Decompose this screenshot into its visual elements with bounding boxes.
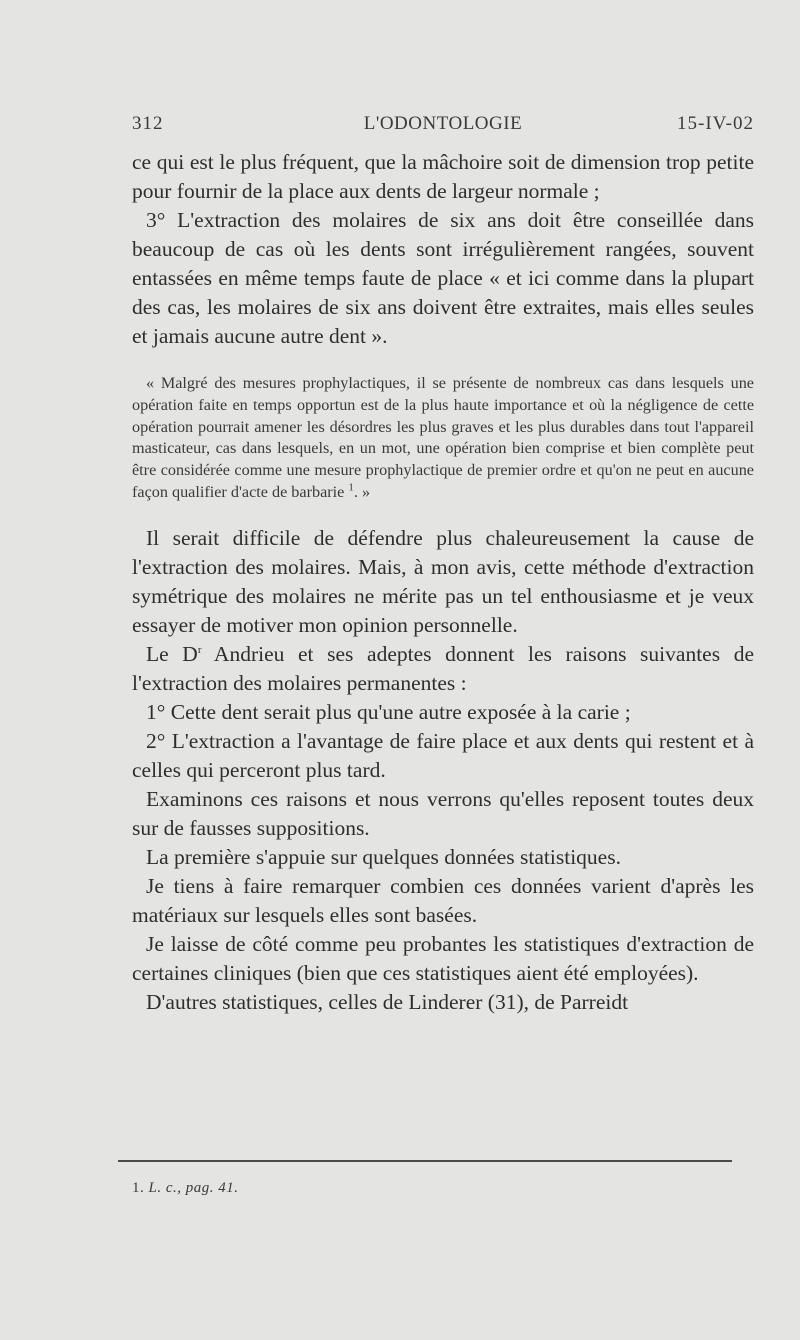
- paragraph: 3° L'extraction des molaires de six ans doit être conseillée dans beaucoup de cas où les dents sont irrégulièrement rangées, souvent entassées en même temps faute de place « et ici comme dans la plupart des cas, les molaires de six ans doivent être extraites, mais elles seules et jamais aucune autre dent ».: [132, 208, 754, 348]
- quote-closing: . »: [353, 482, 371, 501]
- paragraph: D'autres statistiques, celles de Linderer (31), de Parreidt: [146, 989, 629, 1014]
- main-text: [132, 524, 754, 1017]
- paragraph: Examinons ces raisons et nous verrons qu'elles reposent toutes deux sur de fausses suppositions.: [132, 786, 754, 840]
- paragraph: Je tiens à faire remarquer combien ces données varient d'après les matériaux sur lesquels elles sont basées.: [132, 873, 754, 927]
- paragraph: Il serait difficile de défendre plus chaleureusement la cause de l'extraction des molaires. Mais, à mon avis, cette méthode d'extraction symétrique des molaires ne mérite pas un tel enthousiasme et je veux essayer de motiver mon opinion personnelle.: [132, 525, 754, 637]
- page-number: 312: [132, 113, 164, 134]
- running-header: [132, 113, 754, 143]
- footnote: [132, 1180, 239, 1197]
- issue-date: 15-IV-02: [677, 113, 754, 134]
- footnote-text: L. c., pag. 41.: [148, 1180, 239, 1196]
- paragraph: Je laisse de côté comme peu probantes les statistiques d'extraction de certaines cliniques (bien que ces statistiques aient été employées).: [132, 931, 754, 985]
- reason-item: 2° L'extraction a l'avantage de faire place et aux dents qui restent et à celles qui perceront plus tard.: [132, 728, 754, 782]
- paragraph: La première s'appuie sur quelques données statistiques.: [146, 844, 621, 869]
- andrieu-rest: Andrieu et ses adeptes donnent les raisons suivantes de l'extraction des molaires permanentes :: [132, 641, 754, 695]
- page-body: [132, 148, 754, 1017]
- block-quote: [132, 373, 754, 504]
- footnote-number: 1.: [132, 1180, 145, 1196]
- quote-text: « Malgré des mesures prophylactiques, il se présente de nombreux cas dans lesquels une opération faite en temps opportun est de la plus haute importance et où la négligence de cette opération pourrait amener les désordres les plus graves et les plus durables dans tout l'appareil masticateur, cas dans lesquels, en un mot, une opération bien comprise et bien complète peut être considérée comme une mesure prophylactique de premier ordre et qu'on ne peut en aucune façon qualifier d'acte de barbarie: [132, 374, 754, 501]
- footnote-ref: 1: [348, 481, 354, 494]
- paragraph-andrieu: [132, 640, 754, 698]
- reason-item: 1° Cette dent serait plus qu'une autre exposée à la carie ;: [146, 699, 631, 724]
- journal-title: L'ODONTOLOGIE: [363, 113, 523, 134]
- title-abbrev: r: [197, 643, 202, 656]
- footnote-separator: [118, 1160, 732, 1162]
- paragraph: ce qui est le plus fréquent, que la mâchoire soit de dimension trop petite pour fournir de la place aux dents de largeur normale ;: [132, 150, 754, 203]
- andrieu-prefix: Le D: [146, 641, 198, 666]
